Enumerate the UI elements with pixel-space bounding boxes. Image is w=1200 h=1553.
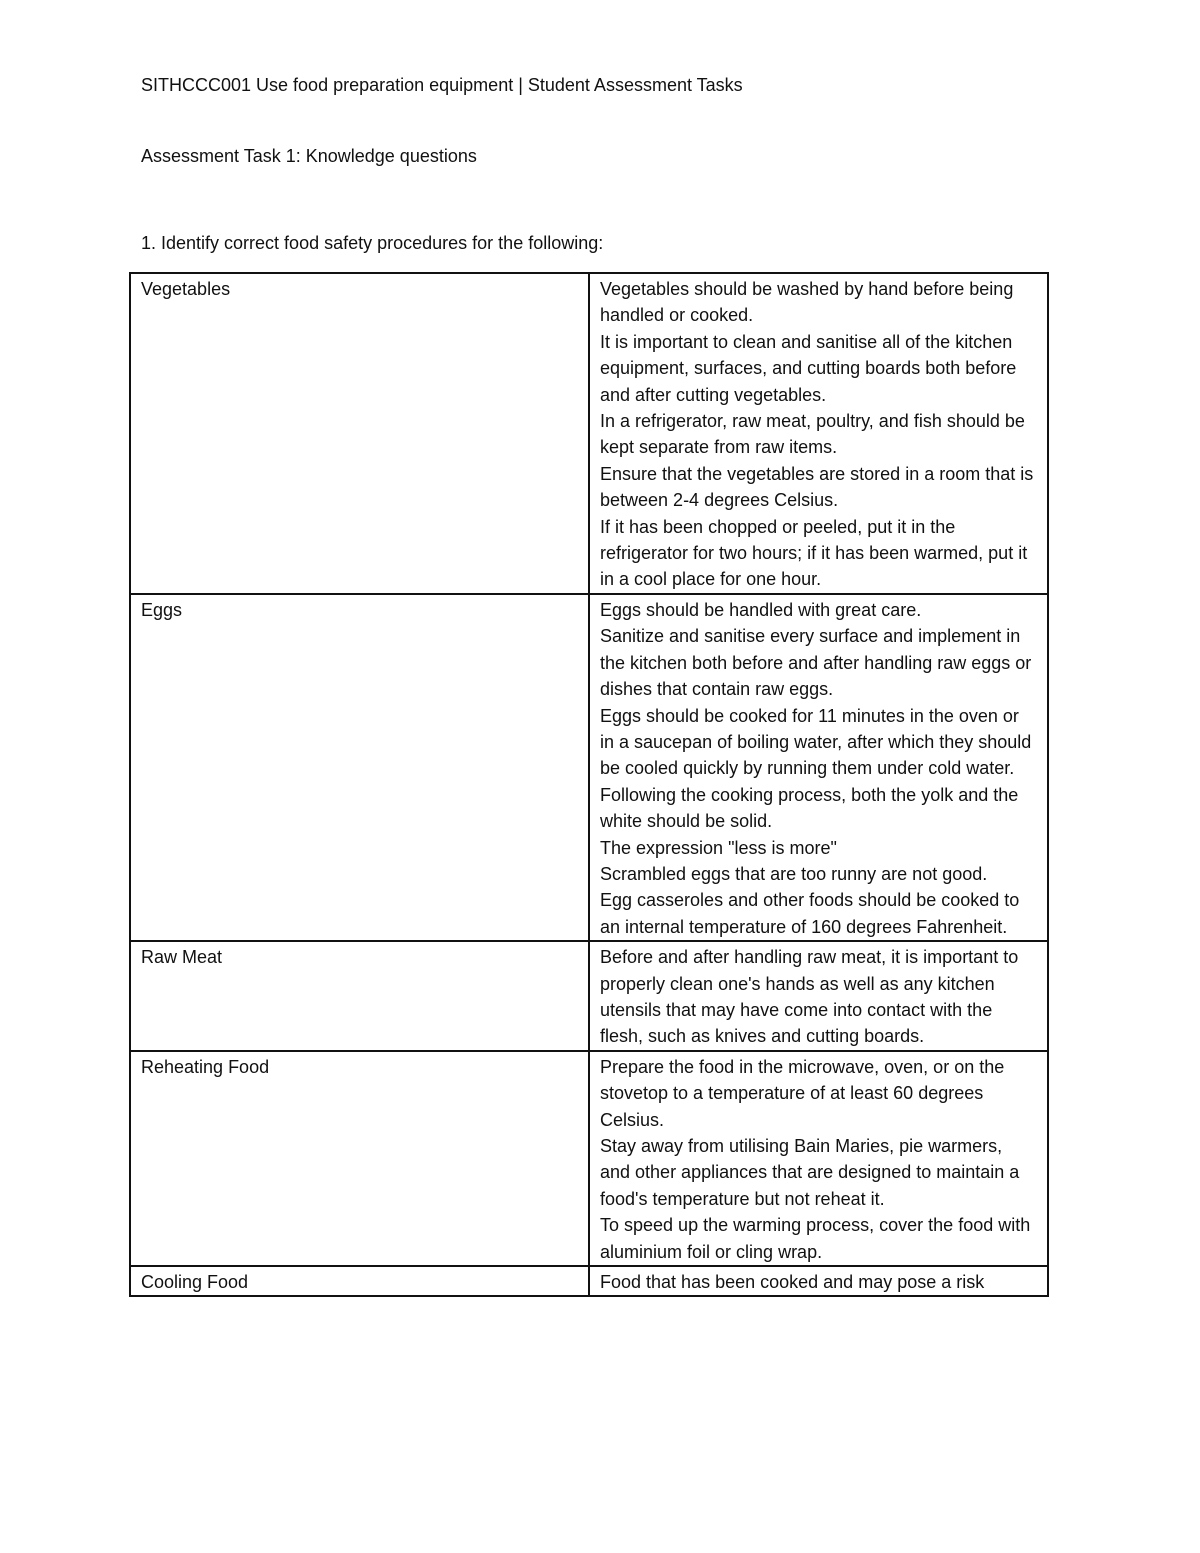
- answer-line: If it has been chopped or peeled, put it in the refrigerator for two hours; if it has been warmed, put it in a cool place for one hour.: [600, 516, 1028, 590]
- answer-line: Eggs should be handled with great care.: [600, 599, 922, 620]
- answer-cell: [589, 1266, 1048, 1296]
- answer-line: Sanitize and sanitise every surface and implement in the kitchen both before and after handling raw eggs or dishes that contain raw eggs.: [600, 626, 1032, 700]
- answer-line: Scrambled eggs that are too runny are not good.: [600, 863, 988, 884]
- answer-cell: [589, 594, 1048, 941]
- answer-line: Following the cooking process, both the yolk and the white should be solid.: [600, 784, 1019, 832]
- topic-cell: Eggs: [130, 594, 589, 941]
- answer-line: To speed up the warming process, cover the food with aluminium foil or cling wrap.: [600, 1215, 1031, 1262]
- answer-line: It is important to clean and sanitise all of the kitchen equipment, surfaces, and cutting boards both before and after cutting vegetables.: [600, 331, 1017, 405]
- topic-cell: Vegetables: [130, 273, 589, 594]
- answer-line: Egg casseroles and other foods should be cooked to an internal temperature of 160 degrees Fahrenheit.: [600, 890, 1020, 937]
- answer-cell: [589, 1051, 1048, 1266]
- answer-cell: [589, 941, 1048, 1051]
- task-title: Assessment Task 1: Knowledge questions: [141, 146, 477, 166]
- document-header: SITHCCC001 Use food preparation equipment | Student Assessment Tasks: [141, 75, 743, 95]
- table-row-vegetables: [130, 273, 1048, 594]
- answer-cell: [589, 273, 1048, 594]
- answer-line: Stay away from utilising Bain Maries, pie warmers, and other appliances that are designed to maintain a food's temperature but not reheat it.: [600, 1136, 1020, 1209]
- answer-line: Food that has been cooked and may pose a risk: [600, 1272, 985, 1293]
- answer-line: Before and after handling raw meat, it is important to properly clean one's hands as well as any kitchen utensils that may have come into contact with the flesh, such as knives and cutting boards.: [600, 947, 1019, 1047]
- answer-line: The expression "less is more": [600, 837, 837, 858]
- topic-cell: Cooling Food: [130, 1266, 589, 1296]
- table-row-raw-meat: [130, 941, 1048, 1051]
- answer-line: Prepare the food in the microwave, oven, or on the stovetop to a temperature of at least 60 degrees Celsius.: [600, 1056, 1005, 1130]
- answer-line: Eggs should be cooked for 11 minutes in the oven or in a saucepan of boiling water, after which they should be cooled quickly by running them under cold water.: [600, 705, 1032, 779]
- table-row-eggs: [130, 594, 1048, 941]
- food-safety-table: [129, 272, 1049, 1297]
- answer-line: Ensure that the vegetables are stored in a room that is between 2-4 degrees Celsius.: [600, 463, 1034, 511]
- question-text: 1. Identify correct food safety procedures for the following:: [141, 233, 604, 253]
- topic-cell: Raw Meat: [130, 941, 589, 1051]
- answer-line: In a refrigerator, raw meat, poultry, and fish should be kept separate from raw items.: [600, 411, 1025, 458]
- table-row-reheating-food: [130, 1051, 1048, 1266]
- answer-line: Vegetables should be washed by hand before being handled or cooked.: [600, 279, 1014, 326]
- table-row-cooling-food: [130, 1266, 1048, 1296]
- topic-cell: Reheating Food: [130, 1051, 589, 1266]
